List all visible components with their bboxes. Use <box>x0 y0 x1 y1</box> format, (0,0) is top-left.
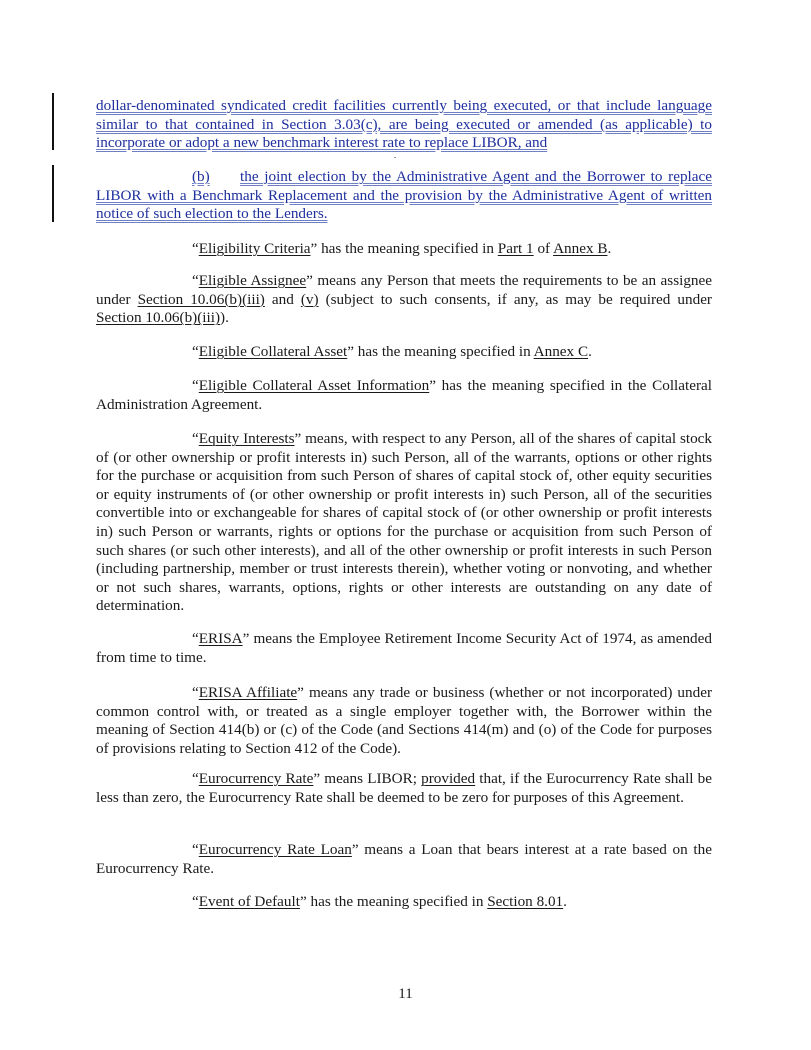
definition-eligibility-criteria: “Eligibility Criteria” has the meaning specified in Part 1 of Annex B. <box>192 240 612 257</box>
provided-term: provided <box>421 770 476 787</box>
change-bar-2 <box>52 165 54 222</box>
definition-event-of-default: “Event of Default” has the meaning specified in Section 8.01. <box>192 893 567 910</box>
cross-reference: Section 8.01 <box>487 893 564 910</box>
definition-erisa: “ERISA” means the Employee Retirement Income Security Act of 1974, as amended from time to time. <box>96 630 712 666</box>
definition-eligible-collateral-asset-information: “Eligible Collateral Asset Information” has the meaning specified in the Collateral Administration Agreement. <box>96 377 712 413</box>
cross-reference: Annex B <box>553 240 608 257</box>
defined-term: Eurocurrency Rate Loan <box>198 841 352 858</box>
cross-reference: Part 1 <box>497 240 534 257</box>
artifact-dot <box>394 157 396 158</box>
definition-erisa-affiliate: “ERISA Affiliate” means any trade or business (whether or not incorporated) under common control with, or treated as a single employer together with, the Borrower within the meaning of Section 414(b) or (c) of the Code (and Sections 414(m) and (o) of the Code for purposes of provisions relating to Section 412 of the Code). <box>96 684 712 757</box>
cross-reference: Section 10.06(b)(iii) <box>96 309 221 327</box>
page-number: 11 <box>398 986 413 1002</box>
inserted-paragraph-b <box>96 168 712 224</box>
change-bar-1 <box>52 93 54 150</box>
defined-term: Event of Default <box>198 893 300 910</box>
clause-label-b: (b) <box>192 168 210 185</box>
defined-term: ERISA <box>198 630 243 647</box>
inserted-paragraph-a <box>96 97 712 153</box>
defined-term: ERISA Affiliate <box>198 684 298 701</box>
cross-reference: Section 10.06(b)(iii) <box>137 290 265 308</box>
definition-eligible-assignee: “Eligible Assignee” means any Person that meets the requirements to be an assignee under Section 10.06(b)(iii) and (v) (subject to such consents, if any, as may be required under Section 10.06(b)(iii)). <box>96 272 712 327</box>
definition-eligible-collateral-asset: “Eligible Collateral Asset” has the meaning specified in Annex C. <box>192 343 592 360</box>
definition-equity-interests: “Equity Interests” means, with respect to any Person, all of the shares of capital stock of (or other ownership or profit interests in) such Person, all of the warrants, options or other rights for the purchase or acquisition from such Person of shares of capital stock of, other equity securities or equity instruments of (or other ownership or profit interests in) such Person, all of the securities convertible into or exchangeable for shares of capital stock of (or other ownership or profit interests in) such Person or warrants, rights or options for the purchase or acquisition from such Person of such shares (or such other interests), and all of the other ownership or profit interests in such Person (including partnership, member or trust interests therein), whether voting or nonvoting, and whether or not such shares, warrants, options, rights or other interests are outstanding on any date of determination. <box>96 430 713 615</box>
inserted-text-b: the joint election by the Administrative Agent and the Borrower to replace LIBOR with a Benchmark Replacement and the provision by the Administrative Agent of written notice of such election to the Lenders. <box>96 168 712 223</box>
defined-term: Eurocurrency Rate <box>198 770 314 787</box>
cross-reference: (v) <box>300 290 319 308</box>
defined-term: Eligible Collateral Asset <box>198 343 348 360</box>
defined-term: Eligible Collateral Asset Information <box>198 377 430 394</box>
inserted-text-a: dollar-denominated syndicated credit facilities currently being executed, or that include language similar to that contained in Section 3.03(c), are being executed or amended (as applicable) to incorporate or adopt a new benchmark interest rate to replace LIBOR, and <box>96 97 712 152</box>
defined-term: Eligibility Criteria <box>198 240 311 257</box>
cross-reference: Annex C <box>533 343 589 360</box>
definition-eurocurrency-rate: “Eurocurrency Rate” means LIBOR; provided that, if the Eurocurrency Rate shall be less than zero, the Eurocurrency Rate shall be deemed to be zero for purposes of this Agreement. <box>96 770 712 806</box>
defined-term: Eligible Assignee <box>198 272 307 289</box>
defined-term: Equity Interests <box>198 430 295 447</box>
definition-eurocurrency-rate-loan: “Eurocurrency Rate Loan” means a Loan that bears interest at a rate based on the Eurocurrency Rate. <box>96 841 712 877</box>
